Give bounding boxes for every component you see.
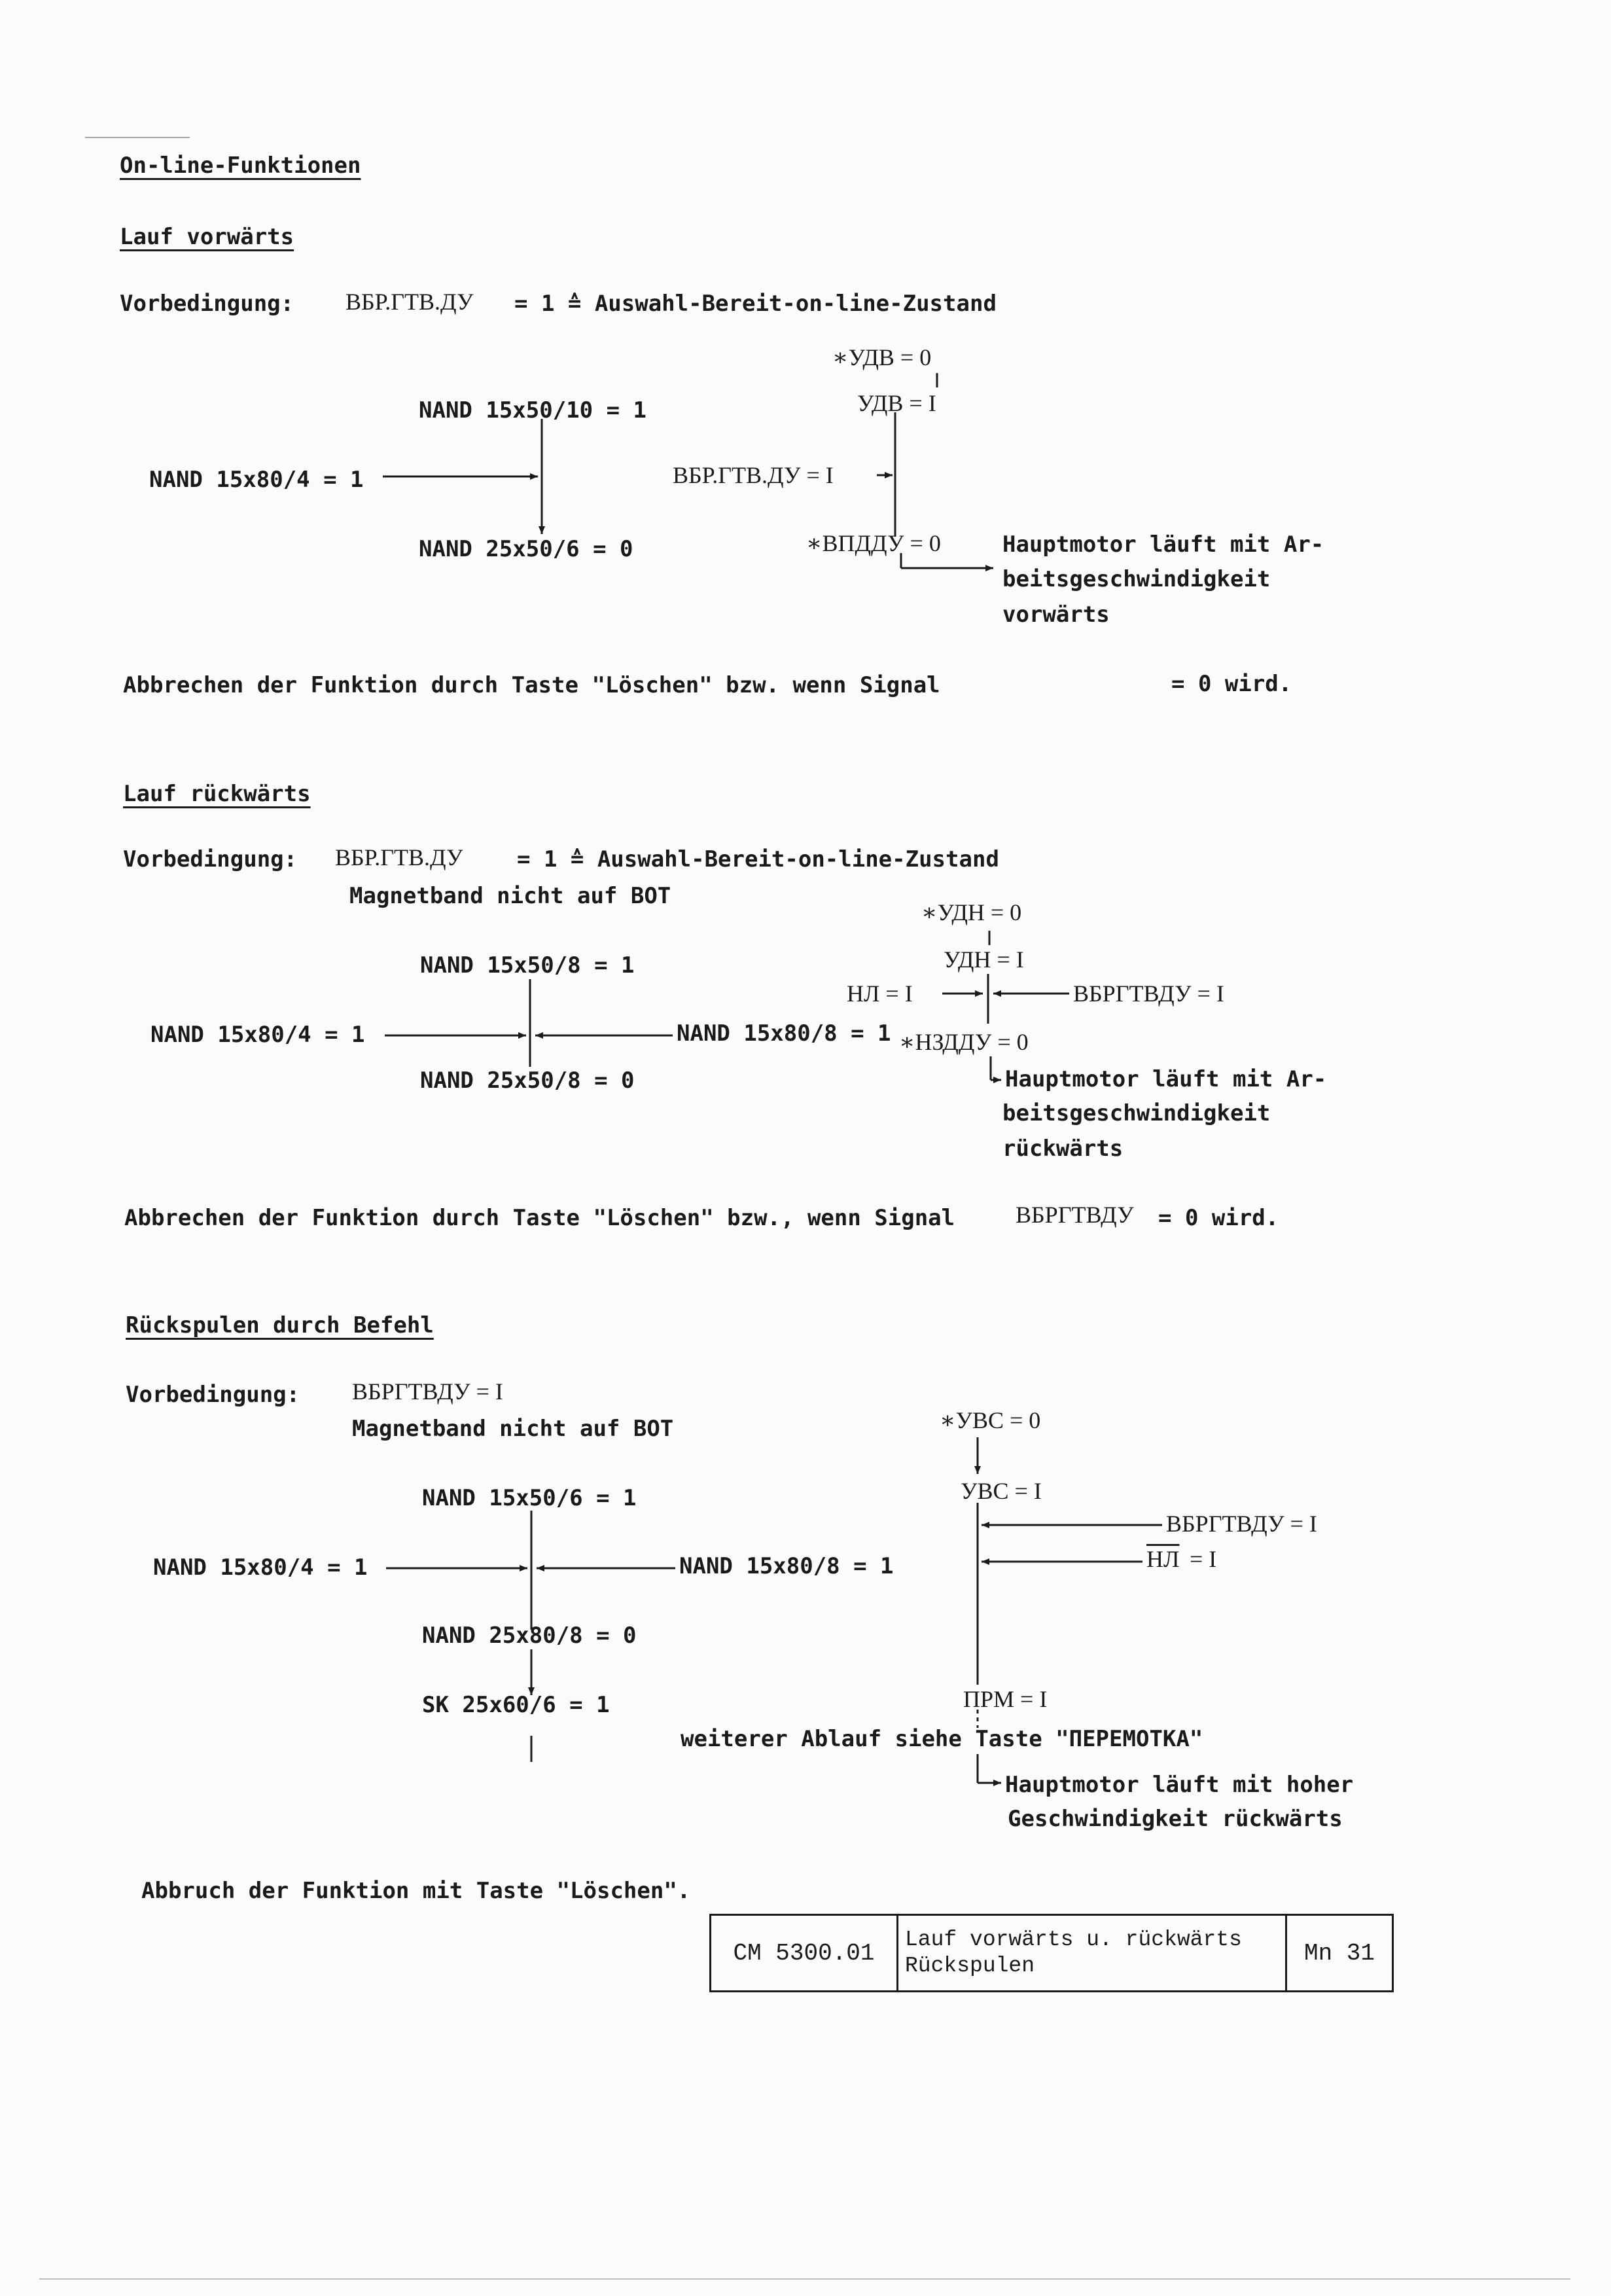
- page-heading: On-line-Funktionen: [120, 152, 361, 179]
- nand-bottom: NAND 25x50/8 = 0: [420, 1067, 635, 1094]
- result-line-2: beitsgeschwindigkeit: [1002, 1100, 1271, 1126]
- precondition-signal: ВБР.ГТВ.ДУ: [335, 844, 463, 870]
- abort-end: = 0 wird.: [1158, 1205, 1279, 1231]
- result-line-1: Hauptmotor läuft mit Ar-: [1002, 531, 1324, 558]
- result-line-3: rückwärts: [1002, 1136, 1124, 1162]
- result-line-1: Hauptmotor läuft mit hoher: [1005, 1772, 1354, 1798]
- signal-vbrgtvdu: ВБРГТВДУ = I: [1073, 980, 1224, 1007]
- signal-vbrgtvdu: ВБРГТВДУ = I: [1166, 1511, 1317, 1537]
- section-title-backward: Lauf rückwärts: [123, 781, 311, 807]
- result-line-2: Geschwindigkeit rückwärts: [1008, 1806, 1343, 1832]
- abort-text: Abbruch der Funktion mit Taste "Löschen".: [141, 1878, 691, 1904]
- nand-top: NAND 15x50/10 = 1: [419, 397, 646, 423]
- signal-vbr: ВБР.ГТВ.ДУ = I: [673, 462, 834, 488]
- abort-signal: ВБРГТВДУ: [1016, 1202, 1134, 1228]
- signal-nl-value: = I: [1190, 1546, 1217, 1572]
- precondition-label: Vorbedingung:: [126, 1382, 300, 1408]
- signal-udn: УДН = I: [944, 946, 1024, 973]
- nand-right: NAND 15x80/8 = 1: [679, 1553, 894, 1579]
- nand-left: NAND 15x80/4 = 1: [150, 1022, 365, 1048]
- section-title-rewind: Rückspulen durch Befehl: [126, 1312, 434, 1338]
- signal-nl: НЛ = I: [847, 980, 913, 1007]
- precondition-signal: ВБР.ГТВ.ДУ: [345, 289, 474, 315]
- nand-bottom: NAND 25x80/8 = 0: [422, 1623, 637, 1649]
- abort-end: = 0 wird.: [1171, 671, 1292, 697]
- precondition-value: = 1 ≙ Auswahl-Bereit-on-line-Zustand: [514, 291, 997, 317]
- sk-signal: SK 25x60/6 = 1: [422, 1692, 610, 1718]
- result-line-2: beitsgeschwindigkeit: [1002, 566, 1271, 592]
- abort-text: Abbrechen der Funktion durch Taste "Löschen" bzw., wenn Signal: [124, 1205, 955, 1231]
- result-line-3: vorwärts: [1002, 601, 1110, 628]
- signal-uvs: УВС = I: [961, 1478, 1042, 1504]
- doc-code: CM 5300.01: [733, 1939, 875, 1967]
- page-number: Mn 31: [1303, 1939, 1375, 1967]
- abort-text: Abbrechen der Funktion durch Taste "Löschen" bzw. wenn Signal: [123, 672, 940, 698]
- signal-prm: ПРМ = I: [963, 1686, 1048, 1712]
- signal-nzddu: ∗НЗДДУ = 0: [899, 1029, 1029, 1055]
- nand-right: NAND 15x80/8 = 1: [677, 1020, 891, 1047]
- precondition-signal: ВБРГТВДУ = I: [352, 1378, 503, 1405]
- precondition-bot: Magnetband nicht auf BOT: [349, 883, 671, 909]
- precondition-label: Vorbedingung:: [123, 846, 298, 872]
- section-title-forward: Lauf vorwärts: [120, 224, 294, 250]
- doc-description-2: Rückspulen: [905, 1954, 1035, 1978]
- further-sequence: weiterer Ablauf siehe Taste "ПЕРЕМОТКА": [681, 1726, 1203, 1752]
- precondition-value: = 1 ≙ Auswahl-Bereit-on-line-Zustand: [517, 846, 999, 872]
- nand-left: NAND 15x80/4 = 1: [153, 1554, 368, 1581]
- precondition-bot: Magnetband nicht auf BOT: [352, 1416, 674, 1442]
- nand-top: NAND 15x50/8 = 1: [420, 952, 635, 978]
- precondition-label: Vorbedingung:: [120, 291, 294, 317]
- nand-bottom: NAND 25x50/6 = 0: [419, 536, 633, 562]
- signal-udv-star: ∗УДВ = 0: [832, 344, 932, 370]
- nand-left: NAND 15x80/4 = 1: [149, 467, 364, 493]
- nand-top: NAND 15x50/6 = 1: [422, 1485, 637, 1511]
- signal-vpddu: ∗ВПДДУ = 0: [806, 530, 941, 556]
- signal-udv: УДВ = I: [857, 390, 936, 416]
- signal-udn-star: ∗УДН = 0: [921, 899, 1022, 925]
- signal-uvs-star: ∗УВС = 0: [940, 1407, 1041, 1433]
- doc-description-1: Lauf vorwärts u. rückwärts: [905, 1928, 1242, 1952]
- result-line-1: Hauptmotor läuft mit Ar-: [1005, 1066, 1327, 1092]
- signal-nl-inverted: НЛ: [1146, 1546, 1180, 1572]
